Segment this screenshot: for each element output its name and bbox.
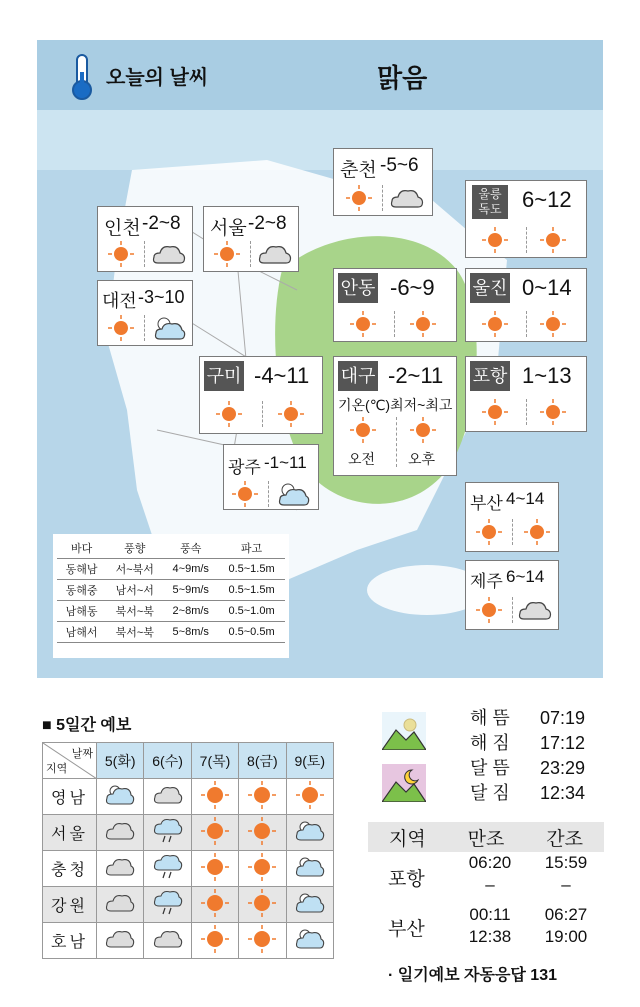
sea-cell: 4~9m/s <box>163 559 218 580</box>
sea-cell: 0.5~1.5m <box>218 559 285 580</box>
city-card-busan <box>465 482 559 552</box>
tide-time: – <box>561 875 571 894</box>
city-name: 춘천 <box>340 160 377 181</box>
sun-icon <box>482 311 508 337</box>
sea-cell: 북서~북 <box>106 601 163 622</box>
sea-header: 파고 <box>218 538 285 559</box>
tide-time: 06:20 <box>468 853 512 872</box>
city-name: 서울 <box>210 218 247 239</box>
moonset-time: 12:34 <box>540 783 586 803</box>
sea-header-row <box>57 538 285 559</box>
sun-icon <box>239 779 286 815</box>
sea-cell: 0.5~1.5m <box>218 580 285 601</box>
sun-icon <box>216 401 242 427</box>
forecast-region: 충청 <box>43 851 97 887</box>
city-name: 울진 <box>470 273 510 303</box>
city-card-gumi <box>199 356 323 434</box>
rain-cloud-icon <box>144 887 191 923</box>
forecast-day: 7(목) <box>191 743 238 779</box>
sun-icon <box>232 481 258 507</box>
partly-cloudy-icon <box>97 779 144 815</box>
divider <box>526 227 527 253</box>
forecast-region: 영남 <box>43 779 97 815</box>
table-row <box>43 887 334 923</box>
city-card-gwangju <box>223 444 319 510</box>
city-card-seoul <box>203 206 299 272</box>
tide-time: 06:27 <box>544 905 588 924</box>
moonrise-icon <box>382 764 426 802</box>
partly-cloudy-icon <box>152 315 186 341</box>
sun-icon <box>476 597 502 623</box>
divider <box>396 417 397 467</box>
city-temp: -4~11 <box>254 363 310 388</box>
cloud-icon <box>97 923 144 959</box>
sun-icon <box>191 779 238 815</box>
sun-icon <box>286 779 333 815</box>
thermometer-icon <box>67 52 97 102</box>
city-name: 광주 <box>228 458 261 477</box>
divider <box>144 241 145 267</box>
sun-icon <box>410 311 436 337</box>
forecast-region: 서울 <box>43 815 97 851</box>
city-card-chuncheon <box>333 148 433 216</box>
cloud-icon <box>152 243 186 265</box>
sun-icon <box>350 417 376 443</box>
forecast-table <box>42 742 334 959</box>
divider <box>382 185 383 211</box>
sun-icon <box>278 401 304 427</box>
sea-cell: 남해동 <box>57 601 106 622</box>
city-temp: 6~14 <box>506 567 545 586</box>
tide-header <box>368 824 604 851</box>
sun-icon <box>108 315 134 341</box>
divider <box>262 401 263 427</box>
city-temp: 4~14 <box>506 489 545 508</box>
sun-icon <box>410 417 436 443</box>
divider <box>526 311 527 337</box>
sea-cell: 남서~서 <box>106 580 163 601</box>
city-name: 구미 <box>204 361 244 391</box>
city-temp: -6~9 <box>390 275 435 300</box>
table-row <box>43 815 334 851</box>
city-name: 대구 <box>338 361 378 391</box>
city-temp: -1~11 <box>264 453 307 472</box>
table-row <box>57 580 285 601</box>
sun-icon <box>239 887 286 923</box>
city-name: 부산 <box>470 494 503 513</box>
partly-cloudy-icon <box>286 923 333 959</box>
sun-icon <box>346 185 372 211</box>
tide-region-pohang: 포항 <box>388 869 425 890</box>
sea-table <box>57 538 285 643</box>
sun-icon <box>482 399 508 425</box>
sun-icon <box>108 241 134 267</box>
city-temp: -2~11 <box>388 363 444 388</box>
city-card-ulleung <box>465 180 587 258</box>
corner-date-label: 날짜 <box>71 748 93 760</box>
tide-high-busan <box>460 904 520 948</box>
city-card-jeju <box>465 560 559 630</box>
sun-icon <box>214 241 240 267</box>
city-card-daejeon <box>97 280 193 346</box>
moonset-label: 달 짐 <box>470 783 510 803</box>
city-name: 인천 <box>104 218 141 239</box>
cloud-icon <box>97 815 144 851</box>
divider <box>512 597 513 623</box>
city-card-daegu <box>333 356 457 476</box>
forecast-region: 호남 <box>43 923 97 959</box>
partly-cloudy-icon <box>286 815 333 851</box>
phone-service-note: · 일기예보 자동응답 131 <box>388 967 558 984</box>
sea-cell: 서~북서 <box>106 559 163 580</box>
divider <box>268 481 269 507</box>
table-row <box>43 851 334 887</box>
sea-cell: 2~8m/s <box>163 601 218 622</box>
sun-icon <box>482 227 508 253</box>
tide-region-busan: 부산 <box>388 919 425 940</box>
sun-icon <box>540 227 566 253</box>
cloud-icon <box>144 779 191 815</box>
corner-region-label: 지역 <box>46 763 68 775</box>
city-temp: -2~8 <box>248 213 287 234</box>
sun-icon <box>191 923 238 959</box>
temp-legend: 기온(℃)최저~최고 <box>338 397 453 413</box>
sea-cell: 0.5~0.5m <box>218 622 285 643</box>
table-row <box>57 559 285 580</box>
sun-icon <box>191 851 238 887</box>
cloud-icon <box>97 851 144 887</box>
tide-time: 19:00 <box>544 927 588 946</box>
astro-values <box>540 706 585 806</box>
city-temp: -2~8 <box>142 213 181 234</box>
sunrise-time: 07:19 <box>540 708 586 728</box>
city-card-incheon <box>97 206 193 272</box>
forecast-day: 9(토) <box>286 743 333 779</box>
forecast-region: 강원 <box>43 887 97 923</box>
sunset-time: 17:12 <box>540 733 586 753</box>
sun-icon <box>191 887 238 923</box>
forecast-title-text: 5일간 예보 <box>56 717 132 734</box>
city-card-pohang <box>465 356 587 432</box>
city-temp: 0~14 <box>522 275 572 300</box>
sun-icon <box>191 815 238 851</box>
city-name: 대전 <box>102 291 137 311</box>
divider <box>512 519 513 545</box>
map-panel <box>37 40 603 678</box>
sea-header: 바다 <box>57 538 106 559</box>
tide-time: 15:59 <box>544 853 588 872</box>
city-temp: -5~6 <box>380 155 419 176</box>
moonrise-time: 23:29 <box>540 758 586 778</box>
table-row <box>57 601 285 622</box>
divider <box>526 399 527 425</box>
sea-header: 풍속 <box>163 538 218 559</box>
sea-cell: 동해중 <box>57 580 106 601</box>
forecast-day: 8(금) <box>239 743 286 779</box>
forecast-day: 5(화) <box>97 743 144 779</box>
forecast-day: 6(수) <box>144 743 191 779</box>
tide-header-region: 지역 <box>388 829 426 850</box>
divider <box>144 315 145 341</box>
corner-cell <box>43 743 97 779</box>
city-name: 포항 <box>470 361 510 391</box>
tide-time: 00:11 <box>469 905 511 924</box>
tide-time: 12:38 <box>468 927 512 946</box>
city-name: 울릉 독도 <box>472 185 508 219</box>
sun-icon <box>239 815 286 851</box>
sunrise-icon <box>382 712 426 750</box>
sun-icon <box>239 851 286 887</box>
city-temp: -3~10 <box>138 287 185 307</box>
moonrise-label: 달 뜸 <box>470 758 510 778</box>
tide-header-low: 간조 <box>546 829 583 850</box>
forecast-title: ■ 5일간 예보 <box>42 717 132 734</box>
partly-cloudy-icon <box>286 887 333 923</box>
rain-cloud-icon <box>144 851 191 887</box>
sunrise-label: 해 뜸 <box>470 708 510 728</box>
city-name: 제주 <box>470 572 503 591</box>
tide-low-busan <box>536 904 596 948</box>
sea-cell: 0.5~1.0m <box>218 601 285 622</box>
tide-time: – <box>485 875 495 894</box>
tide-header-high: 만조 <box>467 829 505 850</box>
astro-labels <box>470 706 510 806</box>
divider <box>394 311 395 337</box>
city-name: 안동 <box>338 273 378 303</box>
sea-header: 풍향 <box>106 538 163 559</box>
tide-high-pohang <box>460 852 520 896</box>
sea-cell: 남해서 <box>57 622 106 643</box>
cloud-icon <box>390 187 424 209</box>
cloud-icon <box>258 243 292 265</box>
sun-icon <box>524 519 550 545</box>
weather-condition: 맑음 <box>377 63 428 93</box>
table-row <box>43 779 334 815</box>
forecast-header-row <box>43 743 334 779</box>
table-row <box>43 923 334 959</box>
sun-icon <box>540 311 566 337</box>
city-temp: 1~13 <box>522 363 572 388</box>
city-temp: 6~12 <box>522 187 572 212</box>
sea-info-box <box>53 534 289 658</box>
sunset-label: 해 짐 <box>470 733 510 753</box>
table-row <box>57 622 285 643</box>
am-label: 오전 <box>348 451 376 467</box>
sea-cell: 동해남 <box>57 559 106 580</box>
sun-icon <box>239 923 286 959</box>
partly-cloudy-icon <box>286 851 333 887</box>
sun-icon <box>476 519 502 545</box>
city-card-uljin <box>465 268 587 342</box>
sea-cell: 5~9m/s <box>163 580 218 601</box>
cloud-icon <box>518 599 552 621</box>
partly-cloudy-icon <box>276 481 310 507</box>
sea-cell: 북서~북 <box>106 622 163 643</box>
divider <box>250 241 251 267</box>
sea-cell: 5~8m/s <box>163 622 218 643</box>
sun-icon <box>540 399 566 425</box>
rain-cloud-icon <box>144 815 191 851</box>
city-card-andong <box>333 268 457 342</box>
pm-label: 오후 <box>408 451 436 467</box>
cloud-icon <box>144 923 191 959</box>
sun-icon <box>350 311 376 337</box>
tide-low-pohang <box>536 852 596 896</box>
cloud-icon <box>97 887 144 923</box>
page-title: 오늘의 날씨 <box>106 67 209 89</box>
